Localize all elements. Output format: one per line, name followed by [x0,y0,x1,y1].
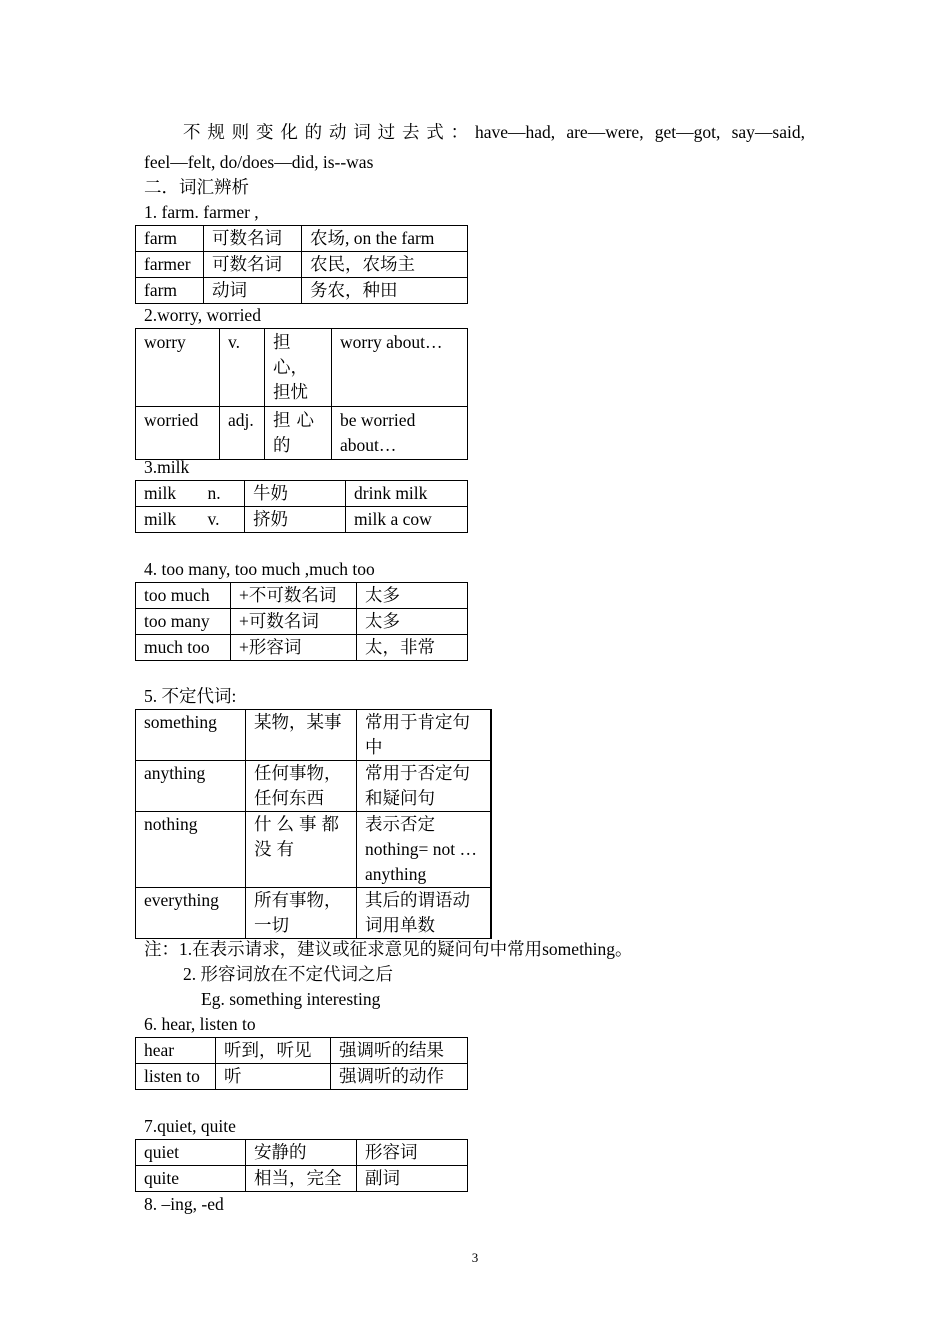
table-cell: 可数名词 [204,252,302,278]
table-cell: worried [136,407,220,460]
table-cell: +形容词 [231,635,357,661]
section-heading-quiet: 7.quiet, quite [144,1116,236,1136]
table-cell: +不可数名词 [231,583,357,609]
table-cell: quiet [136,1140,246,1166]
table-row [136,407,468,460]
table-cell: quite [136,1166,246,1192]
table-row [136,635,468,661]
table-cell: 听到，听见 [216,1038,331,1064]
farm-table [135,225,468,304]
note-line-2: 2. 形容词放在不定代词之后 [183,964,393,984]
table-row [136,329,468,407]
table-row [136,812,491,888]
table-row [136,252,468,278]
worry-table [135,328,468,460]
table-row [136,609,468,635]
table-cell: 农场, on the farm [302,226,468,252]
table-cell: 安静的 [246,1140,357,1166]
table-cell: 强调听的动作 [331,1064,468,1090]
table-cell: milk [136,507,200,533]
table-cell: worry about… [332,329,468,407]
table-cell: 常用于否定句和疑问句 [357,761,491,812]
pronoun-table [135,709,492,939]
section-heading-milk: 3.milk [144,457,190,477]
section-heading-worry: 2.worry, worried [144,305,261,325]
table-row [136,761,491,812]
table-row [136,226,468,252]
table-cell: 什么事都没有 [246,812,357,888]
table-cell: v. [200,507,245,533]
table-cell: 所有事物，一切 [246,888,357,939]
table-cell: adj. [220,407,265,460]
table-cell: 某物，某事 [246,710,357,761]
note-line-1: 注：1.在表示请求，建议或征求意见的疑问句中常用something。 [144,939,633,959]
table-cell: 担心的 [265,407,332,460]
table-row [136,888,491,939]
table-cell: listen to [136,1064,216,1090]
table-cell: too many [136,609,231,635]
table-cell: anything [136,761,246,812]
section-heading-farm: 1. farm. farmer , [144,202,259,222]
table-cell: 表示否定 nothing= not …anything [357,812,491,888]
table-cell: hear [136,1038,216,1064]
section-heading-too-much: 4. too many, too much ,much too [144,559,375,579]
table-cell: much too [136,635,231,661]
table-row [136,481,468,507]
table-cell: 可数名词 [204,226,302,252]
section-heading-pronouns: 5. 不定代词: [144,686,237,706]
page-number: 3 [471,1250,479,1265]
table-row [136,710,491,761]
table-cell: 务农，种田 [302,278,468,304]
table-cell: farm [136,278,204,304]
section-heading-ing-ed: 8. –ing, -ed [144,1194,224,1214]
hear-table [135,1037,468,1090]
table-cell: too much [136,583,231,609]
table-cell: worry [136,329,220,407]
milk-table [135,480,468,533]
intro-line-1: 不规则变化的动词过去式：have—had, are—were, get—got, say—said, [183,122,805,142]
table-row [136,1166,468,1192]
table-cell: 副词 [357,1166,468,1192]
table-row [136,1064,468,1090]
table-row [136,1038,468,1064]
too-much-table [135,582,468,661]
table-cell: 农民，农场主 [302,252,468,278]
table-cell: 太多 [357,609,468,635]
table-cell: 太多 [357,583,468,609]
intro-line-2: feel—felt, do/does—did, is--was [144,152,374,172]
table-cell: be worried about… [332,407,468,460]
table-cell: milk [136,481,200,507]
note-line-3: Eg. something interesting [201,989,381,1009]
table-cell: 常用于肯定句中 [357,710,491,761]
table-cell: 形容词 [357,1140,468,1166]
table-cell: 相当，完全 [246,1166,357,1192]
table-cell: 听 [216,1064,331,1090]
table-row [136,583,468,609]
table-cell: 挤奶 [245,507,346,533]
table-cell: n. [200,481,245,507]
table-cell: farmer [136,252,204,278]
table-cell: everything [136,888,246,939]
table-cell: 太，非常 [357,635,468,661]
table-cell: v. [220,329,265,407]
table-cell: farm [136,226,204,252]
table-cell: 强调听的结果 [331,1038,468,1064]
table-row [136,507,468,533]
section-title: 二．词汇辨析 [144,177,249,197]
table-row [136,1140,468,1166]
table-cell: 牛奶 [245,481,346,507]
table-cell: 其后的谓语动词用单数 [357,888,491,939]
table-cell: something [136,710,246,761]
table-cell: drink milk [346,481,468,507]
table-cell: 动词 [204,278,302,304]
table-cell: 担心，担忧 [265,329,332,407]
table-cell: 任何事物，任何东西 [246,761,357,812]
table-cell: nothing [136,812,246,888]
table-cell: +可数名词 [231,609,357,635]
section-heading-hear: 6. hear, listen to [144,1014,256,1034]
table-cell: milk a cow [346,507,468,533]
table-row [136,278,468,304]
quiet-table [135,1139,468,1192]
